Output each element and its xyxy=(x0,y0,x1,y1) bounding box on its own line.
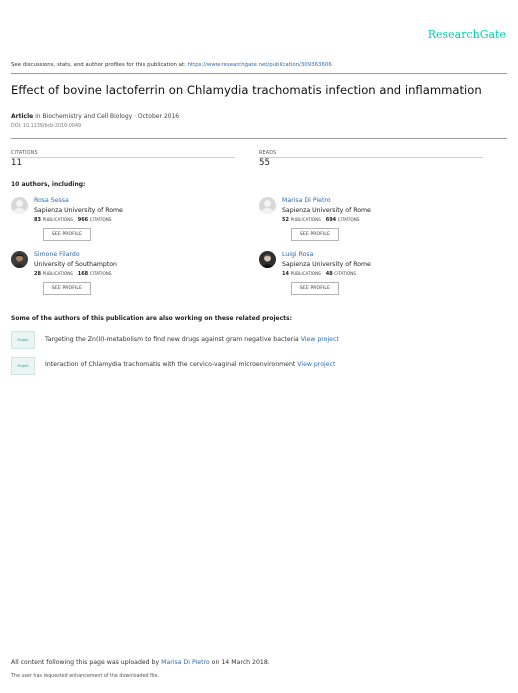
author-institution: Sapienza University of Rome xyxy=(282,261,371,268)
author-card xyxy=(259,197,459,249)
author-card xyxy=(11,251,211,303)
see-profile-button[interactable]: SEE PROFILE xyxy=(291,228,339,241)
article-type: Article xyxy=(11,113,34,120)
project-icon: Project xyxy=(11,357,35,375)
download-note: The user has requested enhancement of the downloaded file. xyxy=(11,674,159,679)
author-photo-avatar[interactable] xyxy=(11,251,28,268)
project-item xyxy=(45,361,335,368)
reads-label: READS xyxy=(259,151,277,156)
author-name-link[interactable]: Simone Filardo xyxy=(34,251,80,258)
see-profile-button[interactable]: SEE PROFILE xyxy=(291,282,339,295)
journal-info: Biochemistry and Cell Biology · October 2016 xyxy=(42,113,180,120)
publication-url-link[interactable]: https://www.researchgate.net/publication/309363606 xyxy=(187,62,332,68)
author-stats: 14 PUBLICATIONS 48 CITATIONS xyxy=(282,271,357,277)
doi-text: DOI: 10.1139/bcb-2016-0049 xyxy=(11,124,82,129)
author-stats: 28 PUBLICATIONS 168 CITATIONS xyxy=(34,271,112,277)
author-institution: Sapienza University of Rome xyxy=(34,207,123,214)
publication-meta xyxy=(11,113,179,120)
project-title: Interaction of Chlamydia trachomatis with the cervico-vaginal microenvironment xyxy=(45,361,296,368)
top-divider xyxy=(11,73,507,74)
author-card xyxy=(259,251,459,303)
author-institution: Sapienza University of Rome xyxy=(282,207,371,214)
project-title: Targeting the Zn(II)-metabolism to find new drugs against gram negative bacteria xyxy=(45,336,299,343)
see-profile-button[interactable]: SEE PROFILE xyxy=(43,282,91,295)
reads-count: 55 xyxy=(259,158,270,168)
author-name-link[interactable]: Rosa Sessa xyxy=(34,197,69,204)
meta-in: in xyxy=(35,113,41,120)
top-notice xyxy=(11,62,332,68)
publication-title: Effect of bovine lactoferrin on Chlamydia trachomatis infection and inflammation xyxy=(11,83,482,97)
see-profile-button[interactable]: SEE PROFILE xyxy=(43,228,91,241)
author-card xyxy=(11,197,211,249)
author-stats: 83 PUBLICATIONS 966 CITATIONS xyxy=(34,217,112,223)
author-photo-avatar[interactable] xyxy=(259,251,276,268)
researchgate-logo[interactable]: ResearchGate xyxy=(427,28,506,41)
related-projects-heading: Some of the authors of this publication are also working on these related projects: xyxy=(11,315,292,322)
upload-notice: All content following this page was uploaded by Marisa Di Pietro on 14 March 2018. xyxy=(11,659,270,666)
citations-label: CITATIONS xyxy=(11,151,38,156)
project-item xyxy=(45,336,339,343)
avatar-placeholder-icon[interactable] xyxy=(259,197,276,214)
author-name-link[interactable]: Marisa Di Pietro xyxy=(282,197,331,204)
authors-heading: 10 authors, including: xyxy=(11,181,86,188)
top-notice-text: See discussions, stats, and author profiles for this publication at: xyxy=(11,62,188,68)
view-project-link[interactable]: View project xyxy=(297,361,336,368)
citations-underline xyxy=(11,157,235,158)
reads-underline xyxy=(259,157,483,158)
author-name-link[interactable]: Luigi Rosa xyxy=(282,251,314,258)
author-stats: 52 PUBLICATIONS 694 CITATIONS xyxy=(282,217,360,223)
view-project-link[interactable]: View project xyxy=(300,336,339,343)
project-icon: Project xyxy=(11,331,35,349)
uploader-link[interactable]: Marisa Di Pietro xyxy=(161,659,210,666)
author-institution: University of Southampton xyxy=(34,261,117,268)
meta-divider xyxy=(11,138,507,139)
citations-count: 11 xyxy=(11,158,22,168)
avatar-placeholder-icon[interactable] xyxy=(11,197,28,214)
